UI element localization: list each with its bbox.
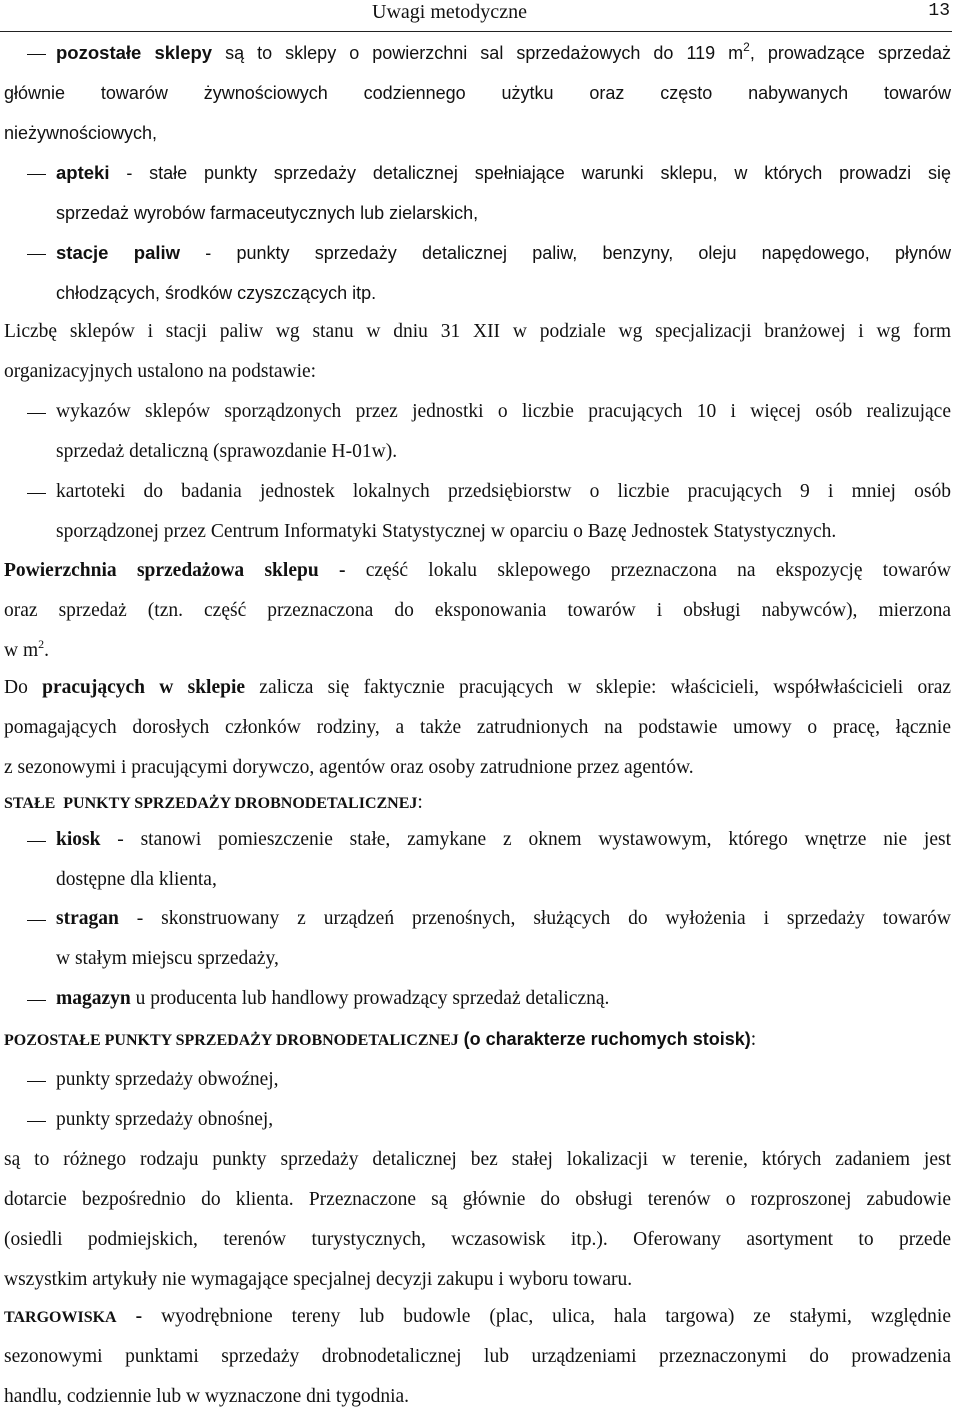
dash-bullet-icon — [27, 820, 46, 860]
paragraph-markets: TARGOWISKA - wyodrębnione tereny lub budowle (plac, ulica, hala targowa) ze stałymi, względnie sezonowymi punktami sprzedaży drobnodetalicznej lub urządzeniami przeznaczonymi do prowadzenia handlu, codziennie lub w wyznaczone dni tygodnia. — [4, 1306, 952, 1407]
dash-bullet-icon — [27, 1100, 46, 1140]
paragraph-mobile-points: są to różnego rodzaju punkty sprzedaży detalicznej bez stałej lokalizacji w terenie, których zadaniem jest dotarcie bezpośrednio do klienta. Przeznaczone są głównie do obsługi terenów o rozproszonej zabudowie (osiedli podmiejskich, terenów turystycznych, wczasowisk itp.). Oferowany asortyment to przede wszystkim artykuły nie wymagające specjalnej decyzji zakupu i wyboru towaru. — [4, 1149, 951, 1290]
term: pozostałe sklepy — [56, 42, 213, 63]
term: Powierzchnia sprzedażowa sklepu - — [4, 560, 346, 581]
dash-bullet-icon — [27, 153, 46, 193]
header-title: Uwagi metodyczne — [372, 1, 527, 23]
term: kiosk — [56, 829, 101, 850]
dash-bullet-icon — [27, 392, 46, 432]
dash-bullet-icon — [27, 979, 46, 1019]
list-item-stragan: stragan - skonstruowany z urządzeń przenośnych, służących do wyłożenia i sprzedaży towarów w stałym miejscu sprzedaży, — [56, 899, 951, 979]
term: apteki — [56, 162, 110, 183]
page-header — [0, 0, 952, 32]
term: pracujących w sklepie — [42, 677, 246, 698]
list-item-kartoteki: kartoteki do badania jednostek lokalnych przedsiębiorstw o liczbie pracujących 9 i mniej osób sporządzonej przez Centrum Informatyki Statystycznej w oparciu o Bazę Jednostek Statystycznych. — [56, 472, 951, 552]
dash-bullet-icon — [27, 33, 46, 73]
list-item-pozostale-sklepy: pozostałe sklepy są to sklepy o powierzchni sal sprzedażowych do 119 $m^2$, prowadzące sprzedaż — [56, 33, 951, 73]
paragraph-workers: Do pracujących w sklepie zalicza się faktycznie pracujących w sklepie: właścicieli, współwłaścicieli oraz pomagających dorosłych członków rodziny, a także zatrudnionych na podstawie umowy o pracę, łącznie z sezonowymi i pracującymi dorywczo, agentów oraz osoby zatrudnione przez agentów. — [4, 677, 952, 778]
term: stacje paliw — [56, 242, 181, 263]
list-item-obnosna: punkty sprzedaży obnośnej, — [56, 1100, 951, 1140]
term: stragan — [56, 908, 119, 929]
dash-bullet-icon — [27, 899, 46, 939]
list-item-stacje-paliw: stacje paliw - punkty sprzedaży detalicznej paliw, benzyny, oleju napędowego, płynów chłodzących, środków czyszczących itp. — [56, 233, 951, 313]
list-item-wykazow: wykazów sklepów sporządzonych przez jednostki o liczbie pracujących 10 i więcej osób realizujące sprzedaż detaliczną (sprawozdanie H-01w). — [56, 392, 951, 472]
dash-bullet-icon — [27, 233, 46, 273]
heading-fixed-points: STAŁE PUNKTY SPRZEDAŻY DROBNODETALICZNEJ: — [4, 792, 423, 813]
term: magazyn — [56, 988, 131, 1009]
list-item-kiosk: kiosk - stanowi pomieszczenie stałe, zamykane z oknem wystawowym, którego wnętrze nie jest dostępne dla klienta, — [56, 820, 951, 900]
term: TARGOWISKA — [4, 1309, 117, 1326]
paragraph-basis: Liczbę sklepów i stacji paliw wg stanu w dniu 31 XII w podziale wg specjalizacji branżowej i wg form organizacyjnych ustalono na podstawie: — [4, 321, 951, 382]
list-item-obwozna: punkty sprzedaży obwoźnej, — [56, 1060, 951, 1100]
list-item-magazyn: magazyn u producenta lub handlowy prowadzący sprzedaż detaliczną. — [56, 979, 951, 1019]
dash-bullet-icon — [27, 1060, 46, 1100]
paragraph-sales-area: Powierzchnia sprzedażowa sklepu - część lokalu sklepowego przeznaczona na ekspozycję towarów oraz sprzedaż (tzn. część przeznaczona do eksponowania towarów i obsługi nabywców), mierzona w $m^2$. — [4, 560, 952, 661]
page-number: 13 — [928, 1, 950, 21]
list-item-apteki: apteki - stałe punkty sprzedaży detalicznej spełniające warunki sklepu, w których prowadzi się sprzedaż wyrobów farmaceutycznych lub zielarskich, — [56, 153, 951, 233]
list-item-continuation: głównie towarów żywnościowych codziennego użytku oraz często nabywanych towarów nieżywnościowych, — [4, 83, 951, 143]
dash-bullet-icon — [27, 472, 46, 512]
heading-other-points: POZOSTAŁE PUNKTY SPRZEDAŻY DROBNODETALICZNEJ (o charakterze ruchomych stoisk): — [4, 1029, 757, 1050]
